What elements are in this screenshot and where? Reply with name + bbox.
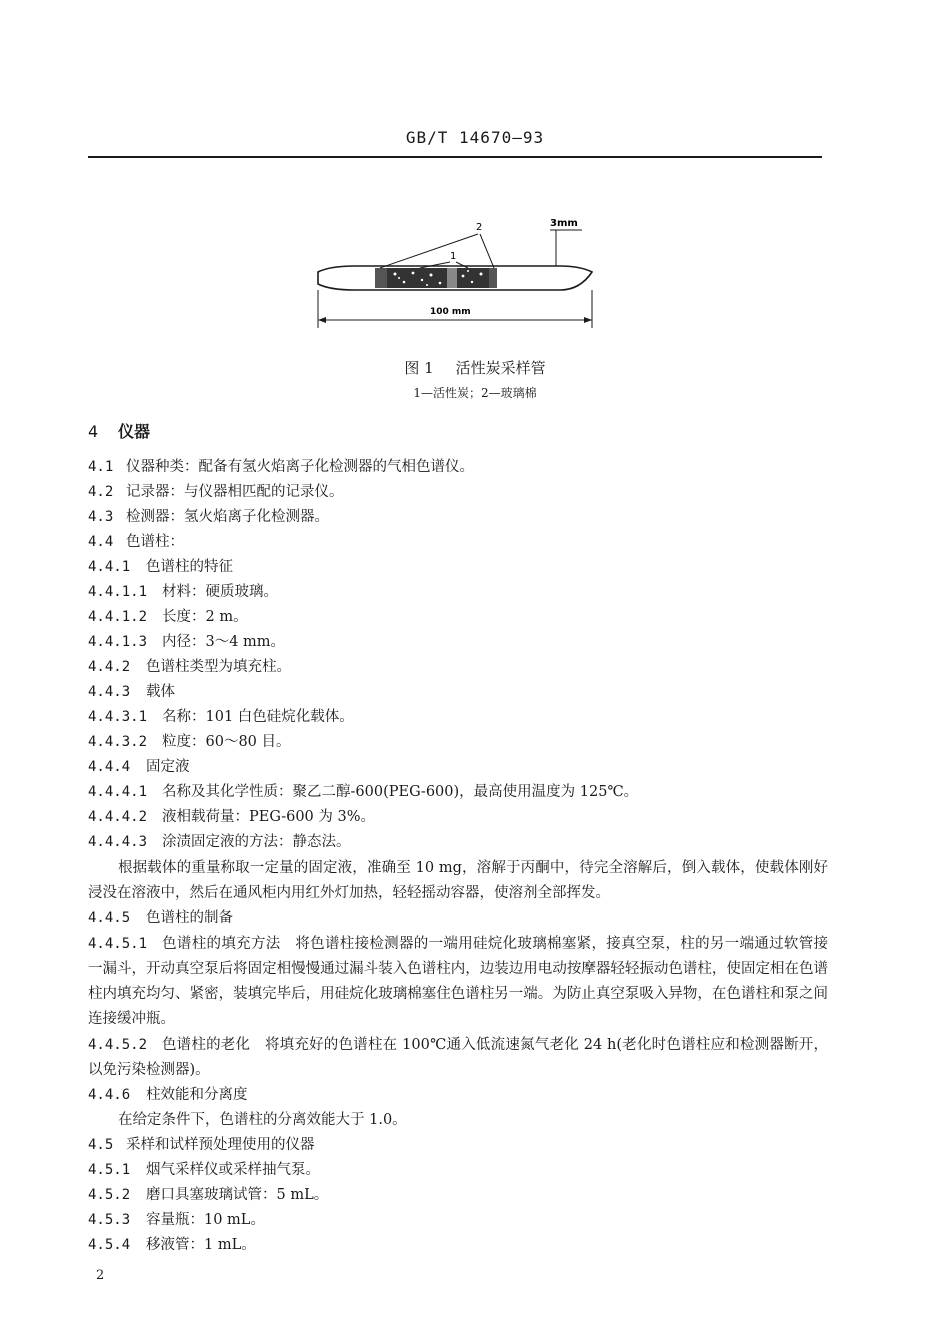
glass-wool-middle [447,268,457,288]
section-title-text: 仪器 [118,422,151,441]
standard-code-header: GB/T 14670—93 [405,128,545,147]
clause-line: 4.5.3 容量瓶：10 mL。 [88,1212,265,1228]
dim-arrow-left [318,317,326,323]
dim-arrow-right [584,317,592,323]
figure-legend: 1—活性炭；2—玻璃棉 [413,386,537,400]
paragraph-coating-method: 根据载体的重量称取一定量的固定液，准确至 10 mg，溶解于丙酮中，待完全溶解后，倒入载体，使载体刚好浸没在溶液中，然后在通风柜内用红外灯加热，轻轻摇动容器，使溶剂全部挥发。 [88,860,828,901]
clause-line: 4.4.1.2 长度：2 m。 [88,609,248,625]
leader-1b [456,262,468,268]
section-number: 4 [88,422,99,441]
activated-carbon-back [457,268,489,288]
clause-line: 4.4.3 载体 [88,684,175,700]
clause-line: 4.4.4.2 液相载荷量：PEG-600 为 3%。 [88,809,375,825]
clause-line: 4.4.6 柱效能和分离度 [88,1087,248,1103]
label-2: 2 [476,222,483,233]
label-length: 100 mm [430,307,471,317]
clause-line: 4.5 采样和试样预处理使用的仪器 [88,1137,315,1153]
leader-1a [420,262,450,268]
paragraph-446: 在给定条件下，色谱柱的分离效能大于 1.0。 [118,1112,407,1128]
clause-line: 4.2 记录器：与仪器相匹配的记录仪。 [88,484,344,500]
leader-2b [480,234,494,268]
header-rule [88,156,822,158]
clause-line: 4.4.5 色谱柱的制备 [88,910,233,926]
label-1: 1 [450,251,457,262]
sampling-tube-diagram [300,210,600,340]
clause-line: 4.4.1.1 材料：硬质玻璃。 [88,584,278,600]
clause-line: 4.1 仪器种类：配备有氢火焰离子化检测器的气相色谱仪。 [88,459,474,475]
caption-number: 图 1 [404,359,434,377]
glass-wool-left [375,268,387,288]
paragraph-4451: 4.4.5.1 色谱柱的填充方法 将色谱柱接检测器的一端用硅烷化玻璃棉塞紧，接真空泵，柱的另一端通过软管接一漏斗，开动真空泵后将固定相慢慢通过漏斗装入色谱柱内，边装边用电动按摩器轻轻振动色谱柱，使固定相在色谱柱内填充均匀、紧密，装填完毕后，用硅烷化玻璃棉塞住色谱柱另一端。为防止真空泵吸入异物，在色谱柱和泵之间连接缓冲瓶。 [88,936,828,1027]
section-heading [88,419,150,442]
clause-line: 4.4.4.3 涂渍固定液的方法：静态法。 [88,834,351,850]
clause-line: 4.4.3.2 粒度：60～80 目。 [88,734,291,750]
paragraph-4452: 4.4.5.2 色谱柱的老化 将填充好的色谱柱在 100℃通入低流速氮气老化 24 h(老化时色谱柱应和检测器断开，以免污染检测器)。 [88,1037,829,1078]
figure-caption [0,357,950,378]
clause-line: 4.4.3.1 名称：101 白色硅烷化载体。 [88,709,354,725]
clause-line: 4.4.4 固定液 [88,759,190,775]
page-number: 2 [96,1268,105,1283]
caption-title: 活性炭采样管 [455,359,546,377]
clause-line: 4.4.4.1 名称及其化学性质：聚乙二醇-600(PEG-600)，最高使用温度为 125℃。 [88,784,639,800]
glass-wool-right [489,268,497,288]
clause-line: 4.4.1 色谱柱的特征 [88,559,233,575]
figure-sampling-tube [300,210,600,340]
activated-carbon-front [387,268,447,288]
label-3mm: 3mm [550,218,578,229]
clause-line: 4.5.2 磨口具塞玻璃试管：5 mL。 [88,1187,329,1203]
leader-2a [380,234,478,268]
clause-line: 4.4.1.3 内径：3～4 mm。 [88,634,286,650]
clause-line: 4.3 检测器：氢火焰离子化检测器。 [88,509,329,525]
clause-line: 4.5.4 移液管：1 mL。 [88,1237,256,1253]
clause-line: 4.4.2 色谱柱类型为填充柱。 [88,659,291,675]
clause-line: 4.5.1 烟气采样仪或采样抽气泵。 [88,1162,320,1178]
clause-line: 4.4 色谱柱： [88,534,184,550]
